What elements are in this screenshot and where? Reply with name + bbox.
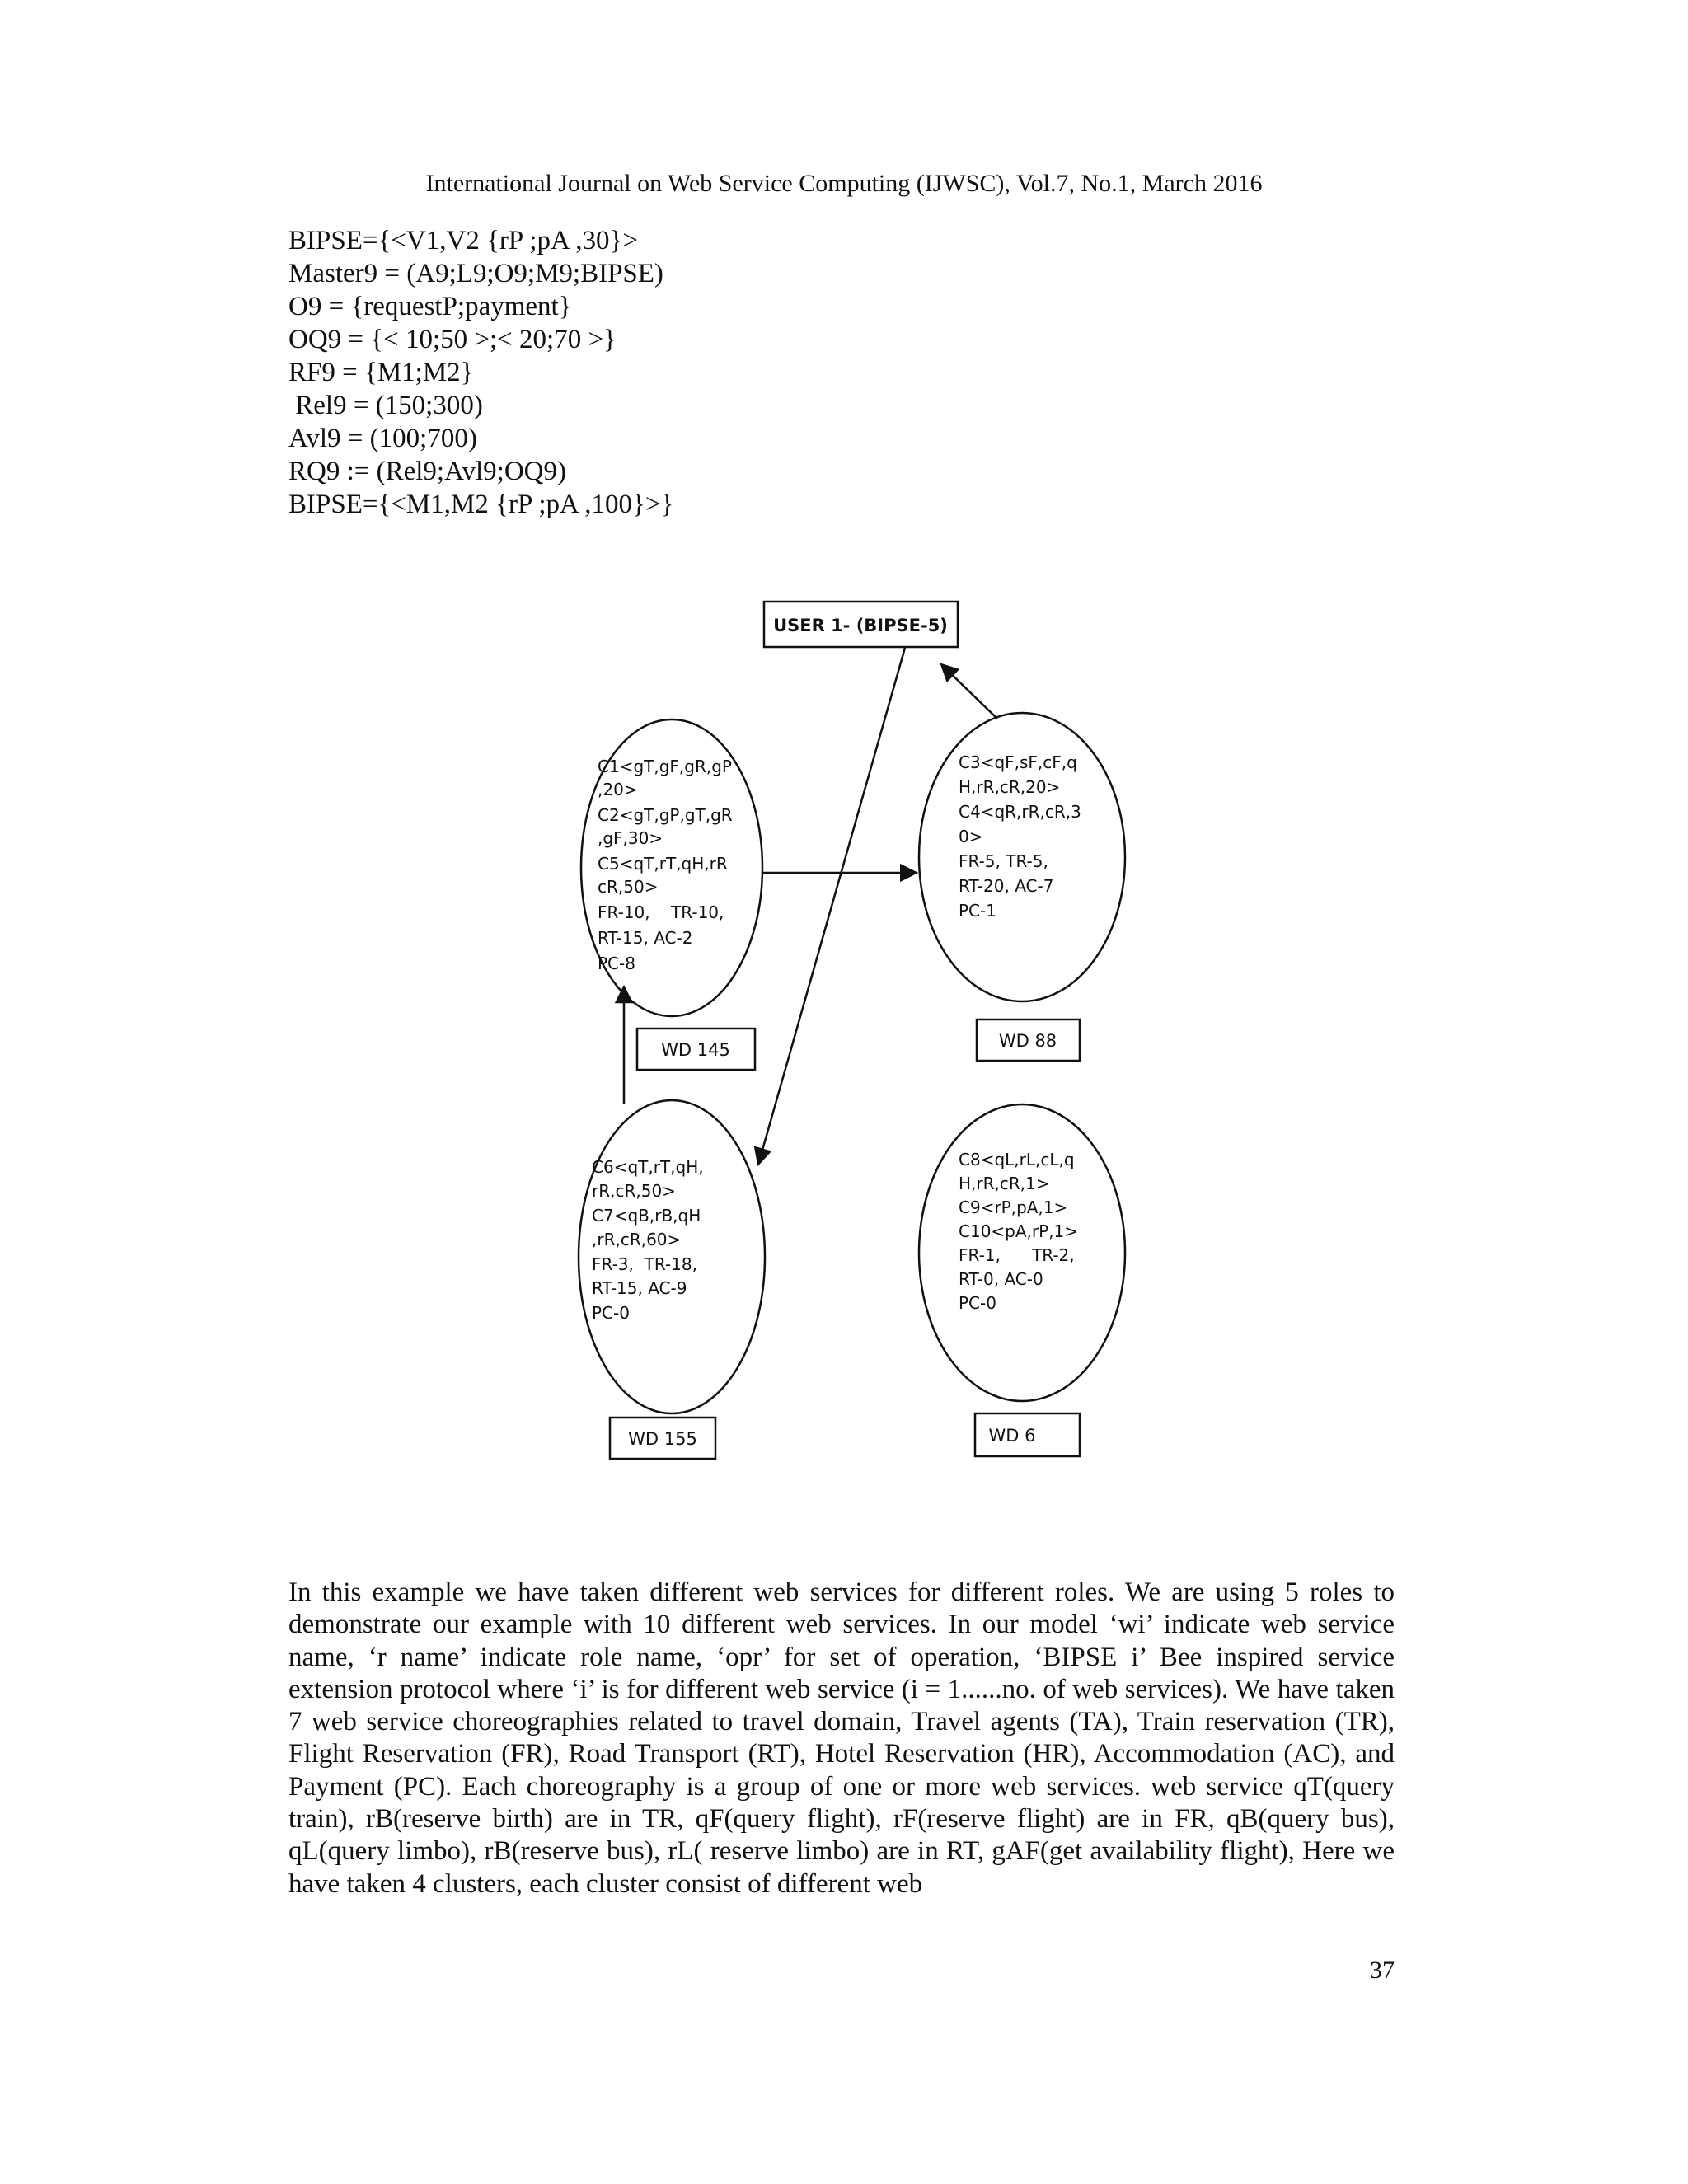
label-wd145: WD 145 bbox=[661, 1040, 730, 1060]
cluster-line: C6<qT,rT,qH, bbox=[592, 1157, 704, 1177]
cluster-line: C2<gT,gP,gT,gR bbox=[598, 805, 733, 825]
arrow-user-to-wd155 bbox=[758, 648, 905, 1165]
equation-line: OQ9 = {< 10;50 >;< 20;70 >} bbox=[288, 325, 617, 354]
equation-line: BIPSE={<V1,V2 {rP ;pA ,30}> bbox=[288, 226, 638, 255]
journal-header: International Journal on Web Service Computing (IJWSC), Vol.7, No.1, March 2016 bbox=[425, 170, 1263, 197]
cluster-line: C9<rP,pA,1> bbox=[959, 1197, 1068, 1217]
cluster-line: C1<gT,gF,gR,gP bbox=[598, 757, 732, 776]
cluster-line: C10<pA,rP,1> bbox=[959, 1221, 1079, 1241]
cluster-line: FR-5, TR-5, bbox=[959, 851, 1048, 871]
cluster-line: PC-0 bbox=[959, 1293, 996, 1313]
cluster-line: RT-15, AC-9 bbox=[592, 1278, 687, 1298]
cluster-line: 0> bbox=[959, 827, 983, 846]
label-wd88: WD 88 bbox=[998, 1031, 1057, 1051]
cluster-line: PC-8 bbox=[598, 954, 635, 973]
equation-line: O9 = {requestP;payment} bbox=[288, 292, 572, 321]
cluster-line: PC-0 bbox=[592, 1303, 630, 1323]
equation-line: BIPSE={<M1,M2 {rP ;pA ,100}>} bbox=[288, 490, 674, 519]
cluster-line: ,gF,30> bbox=[598, 828, 663, 848]
cluster-line: FR-3, TR-18, bbox=[592, 1254, 697, 1274]
cluster-line: RT-0, AC-0 bbox=[959, 1269, 1043, 1289]
cluster-line: rR,cR,50> bbox=[592, 1181, 676, 1201]
page-number: 37 bbox=[1370, 1957, 1395, 1984]
cluster-line: C5<qT,rT,qH,rR bbox=[598, 854, 728, 874]
cluster-line: RT-20, AC-7 bbox=[959, 876, 1054, 896]
equation-line: Rel9 = (150;300) bbox=[288, 391, 483, 420]
cluster-diagram bbox=[560, 593, 1154, 1475]
body-paragraph: In this example we have taken different web services for different roles. We are using 5 roles to demonstrate our example with 10 different web services. In our model ‘wi’ indicate web service name, ‘r name’ indicate role name, ‘opr’ for set of operation, ‘BIPSE i’ Bee inspired service extension protocol where ‘i’ is for different web service (i = 1......no. of web services). We have taken 7 web service choreographies related to travel domain, Travel agents (TA), Train reservation (TR), Flight Reservation (FR), Road Transport (RT), Hotel Reservation (HR), Accommodation (AC), and Payment (PC). Each choreography is a group of one or more web services. web service qT(query train), rB(reserve birth) are in TR, qF(query flight), rF(reserve flight) are in FR, qB(query bus), qL(query limbo), rB(reserve bus), rL( reserve limbo) are in RT, gAF(get availability flight), Here we have taken 4 clusters, each cluster consist of different web bbox=[288, 1577, 1395, 1899]
arrow-wd88-to-user bbox=[941, 664, 997, 719]
equation-block bbox=[288, 224, 1442, 521]
cluster-line: RT-15, AC-2 bbox=[598, 928, 693, 948]
cluster-line: PC-1 bbox=[959, 901, 996, 921]
cluster-line: C8<qL,rL,cL,q bbox=[959, 1150, 1075, 1169]
cluster-line: C7<qB,rB,qH bbox=[592, 1206, 701, 1226]
equation-line: Avl9 = (100;700) bbox=[288, 424, 477, 453]
equation-line: RF9 = {M1;M2} bbox=[288, 358, 474, 387]
cluster-line: ,rR,cR,60> bbox=[592, 1230, 682, 1249]
cluster-line: C3<qF,sF,cF,q bbox=[959, 752, 1077, 772]
equation-line: Master9 = (A9;L9;O9;M9;BIPSE) bbox=[288, 259, 663, 288]
label-wd155: WD 155 bbox=[628, 1429, 697, 1449]
cluster-line: C4<qR,rR,cR,3 bbox=[959, 802, 1081, 822]
cluster-line: cR,50> bbox=[598, 877, 659, 897]
label-wd6: WD 6 bbox=[988, 1426, 1036, 1446]
cluster-line: ,20> bbox=[598, 780, 638, 799]
cluster-line: FR-10, TR-10, bbox=[598, 902, 724, 922]
equation-line: RQ9 := (Rel9;Avl9;OQ9) bbox=[288, 457, 566, 486]
user-box-label: USER 1- (BIPSE-5) bbox=[773, 616, 948, 635]
cluster-line: H,rR,cR,20> bbox=[959, 777, 1061, 797]
cluster-line: H,rR,cR,1> bbox=[959, 1174, 1050, 1193]
cluster-line: FR-1, TR-2, bbox=[959, 1245, 1075, 1265]
